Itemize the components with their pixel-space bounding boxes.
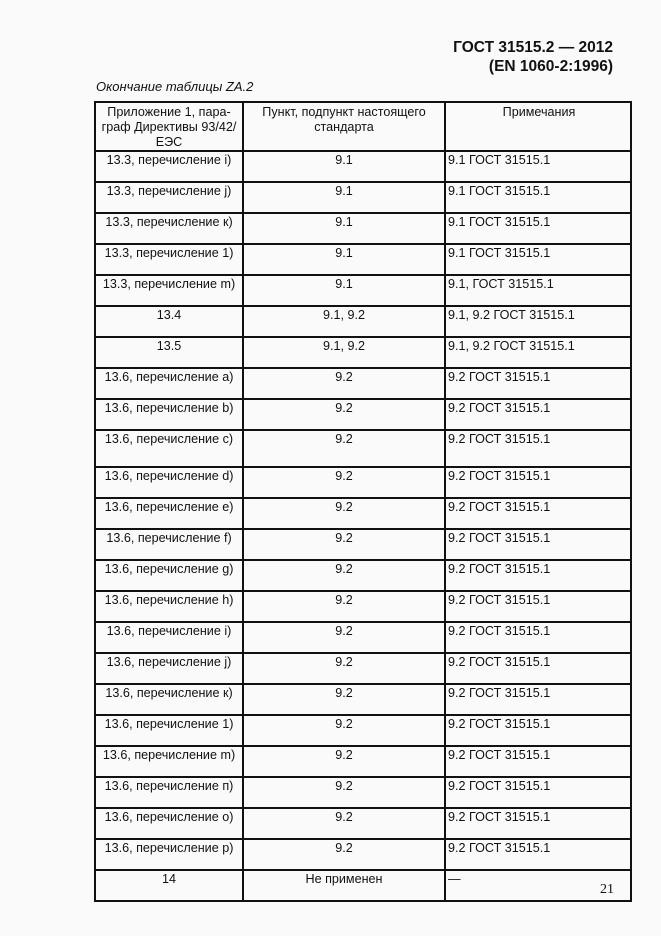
standard-clause-cell: 9.2	[243, 839, 445, 870]
notes-cell: 9.1, 9.2 ГОСТ 31515.1	[445, 337, 631, 368]
notes-cell: —	[445, 870, 631, 901]
directive-clause-cell: 13.6, перечисление g)	[95, 560, 243, 591]
standard-clause-cell: 9.1, 9.2	[243, 306, 445, 337]
standard-clause-cell: 9.2	[243, 560, 445, 591]
notes-cell: 9.2 ГОСТ 31515.1	[445, 839, 631, 870]
page-number: 21	[600, 882, 614, 897]
table-row	[95, 870, 631, 901]
standard-clause-cell: 9.2	[243, 808, 445, 839]
standard-clause-cell: 9.2	[243, 498, 445, 529]
table-row	[95, 337, 631, 368]
notes-cell: 9.2 ГОСТ 31515.1	[445, 560, 631, 591]
table-row	[95, 529, 631, 560]
column-header-notes: Примечания	[445, 102, 631, 151]
directive-clause-cell: 13.6, перечисление o)	[95, 808, 243, 839]
directive-clause-cell: 13.3, перечисление i)	[95, 151, 243, 182]
table-row	[95, 213, 631, 244]
table-row	[95, 368, 631, 399]
table-row	[95, 591, 631, 622]
notes-cell: 9.2 ГОСТ 31515.1	[445, 622, 631, 653]
directive-clause-cell: 13.6, перечисление 1)	[95, 715, 243, 746]
directive-clause-cell: 13.3, перечисление j)	[95, 182, 243, 213]
standard-clause-cell: 9.2	[243, 715, 445, 746]
standard-clause-cell: 9.2	[243, 591, 445, 622]
standard-clause-cell: 9.2	[243, 368, 445, 399]
directive-clause-cell: 14	[95, 870, 243, 901]
table-row	[95, 653, 631, 684]
table-row	[95, 746, 631, 777]
notes-cell: 9.2 ГОСТ 31515.1	[445, 467, 631, 498]
table-row	[95, 244, 631, 275]
directive-clause-cell: 13.3, перечисление к)	[95, 213, 243, 244]
table-row	[95, 306, 631, 337]
notes-cell: 9.2 ГОСТ 31515.1	[445, 430, 631, 467]
notes-cell: 9.1 ГОСТ 31515.1	[445, 244, 631, 275]
directive-clause-cell: 13.6, перечисление h)	[95, 591, 243, 622]
directive-clause-cell: 13.6, перечисление к)	[95, 684, 243, 715]
standard-clause-cell: 9.2	[243, 684, 445, 715]
notes-cell: 9.1 ГОСТ 31515.1	[445, 151, 631, 182]
table-row	[95, 777, 631, 808]
standard-clause-cell: 9.1	[243, 244, 445, 275]
table-row	[95, 808, 631, 839]
table-row	[95, 151, 631, 182]
table-row	[95, 275, 631, 306]
notes-cell: 9.2 ГОСТ 31515.1	[445, 777, 631, 808]
directive-clause-cell: 13.6, перечисление f)	[95, 529, 243, 560]
column-header-clause: Пункт, подпункт настоящего стандарта	[243, 102, 445, 151]
table-row	[95, 560, 631, 591]
notes-cell: 9.2 ГОСТ 31515.1	[445, 808, 631, 839]
standard-clause-cell: 9.2	[243, 653, 445, 684]
table-row	[95, 622, 631, 653]
notes-cell: 9.2 ГОСТ 31515.1	[445, 715, 631, 746]
directive-clause-cell: 13.3, перечисление m)	[95, 275, 243, 306]
standard-clause-cell: 9.1	[243, 213, 445, 244]
notes-cell: 9.2 ГОСТ 31515.1	[445, 653, 631, 684]
directive-clause-cell: 13.6, перечисление i)	[95, 622, 243, 653]
standard-clause-cell: 9.1	[243, 275, 445, 306]
table-row	[95, 839, 631, 870]
document-header	[453, 38, 613, 76]
standard-clause-cell: 9.1	[243, 182, 445, 213]
table-body	[95, 151, 631, 901]
standard-clause-cell: 9.2	[243, 777, 445, 808]
notes-cell: 9.2 ГОСТ 31515.1	[445, 368, 631, 399]
table-row	[95, 430, 631, 467]
standard-clause-cell: 9.2	[243, 430, 445, 467]
directive-clause-cell: 13.5	[95, 337, 243, 368]
notes-cell: 9.1 ГОСТ 31515.1	[445, 182, 631, 213]
directive-clause-cell: 13.6, перечисление m)	[95, 746, 243, 777]
table-row	[95, 467, 631, 498]
directive-clause-cell: 13.6, перечисление d)	[95, 467, 243, 498]
table-row	[95, 684, 631, 715]
table-row	[95, 715, 631, 746]
directive-clause-cell: 13.6, перечисление c)	[95, 430, 243, 467]
standard-clause-cell: 9.2	[243, 399, 445, 430]
table-caption: Окончание таблицы ZA.2	[96, 79, 254, 94]
directive-clause-cell: 13.6, перечисление п)	[95, 777, 243, 808]
directive-clause-cell: 13.6, перечисление p)	[95, 839, 243, 870]
notes-cell: 9.1, 9.2 ГОСТ 31515.1	[445, 306, 631, 337]
notes-cell: 9.2 ГОСТ 31515.1	[445, 498, 631, 529]
notes-cell: 9.2 ГОСТ 31515.1	[445, 684, 631, 715]
standard-clause-cell: 9.2	[243, 622, 445, 653]
directive-clause-cell: 13.6, перечисление e)	[95, 498, 243, 529]
notes-cell: 9.2 ГОСТ 31515.1	[445, 746, 631, 777]
correspondence-table	[94, 101, 632, 902]
directive-clause-cell: 13.6, перечисление b)	[95, 399, 243, 430]
en-reference: (EN 1060-2:1996)	[488, 58, 613, 75]
notes-cell: 9.1, ГОСТ 31515.1	[445, 275, 631, 306]
notes-cell: 9.1 ГОСТ 31515.1	[445, 213, 631, 244]
column-header-directive: Приложение 1, пара-граф Директивы 93/42/ЕЭС	[95, 102, 243, 151]
directive-clause-cell: 13.6, перечисление a)	[95, 368, 243, 399]
standard-clause-cell: 9.1, 9.2	[243, 337, 445, 368]
table-header-row	[95, 102, 631, 151]
directive-clause-cell: 13.6, перечисление j)	[95, 653, 243, 684]
standard-clause-cell: 9.1	[243, 151, 445, 182]
directive-clause-cell: 13.4	[95, 306, 243, 337]
standard-clause-cell: Не применен	[243, 870, 445, 901]
table-row	[95, 399, 631, 430]
standard-number: ГОСТ 31515.2 — 2012	[453, 39, 613, 56]
notes-cell: 9.2 ГОСТ 31515.1	[445, 591, 631, 622]
table-row	[95, 498, 631, 529]
notes-cell: 9.2 ГОСТ 31515.1	[445, 529, 631, 560]
table-row	[95, 182, 631, 213]
notes-cell: 9.2 ГОСТ 31515.1	[445, 399, 631, 430]
standard-clause-cell: 9.2	[243, 746, 445, 777]
directive-clause-cell: 13.3, перечисление 1)	[95, 244, 243, 275]
standard-clause-cell: 9.2	[243, 529, 445, 560]
standard-clause-cell: 9.2	[243, 467, 445, 498]
